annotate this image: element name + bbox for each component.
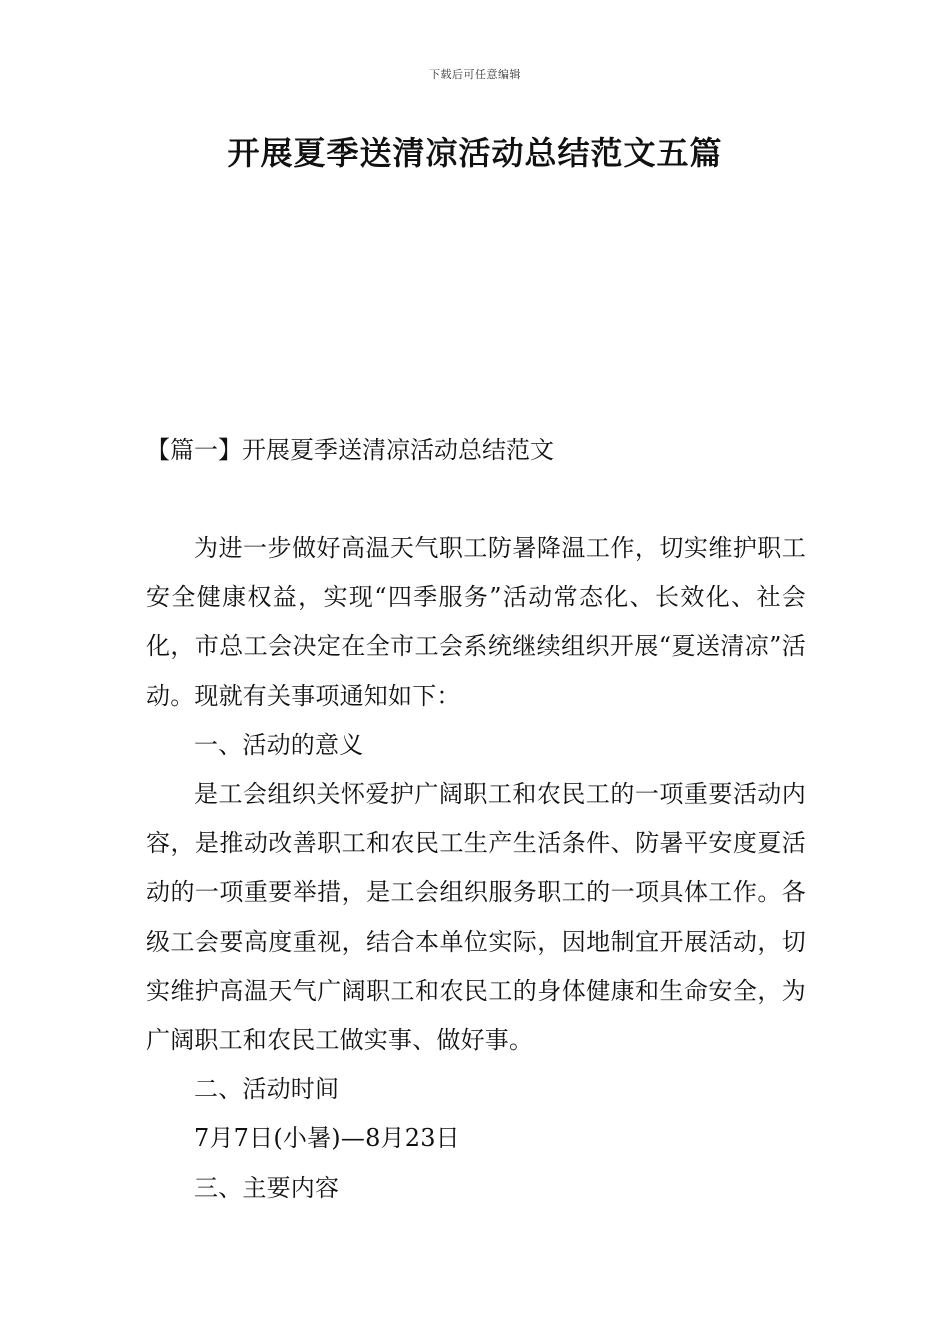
header-note: 下载后可任意编辑: [429, 68, 521, 81]
paragraph-time: 7月7日(小暑)—8月23日: [194, 1124, 460, 1153]
paragraph-intro: 为进一步做好高温天气职工防暑降温工作，切实维护职工安全健康权益，实现“四季服务”活动常态化、长效化、社会化，市总工会决定在全市工会系统继续组织开展“夏送清凉”活动。现就有关事项通知如下：: [146, 534, 806, 710]
section-heading: 【篇一】开展夏季送清凉活动总结范文: [146, 436, 554, 464]
paragraph-meaning: 是工会组织关怀爱护广阔职工和农民工的一项重要活动内容，是推动改善职工和农民工生产生活条件、防暑平安度夏活动的一项重要举措，是工会组织服务职工的一项具体工作。各级工会要高度重视，结合本单位实际，因地制宜开展活动，切实维护高温天气广阔职工和农民工的身体健康和生命安全，为广阔职工和农民工做实事、做好事。: [146, 780, 806, 1055]
heading-activity-meaning: 一、活动的意义: [194, 730, 364, 759]
document-title: 开展夏季送清凉活动总结范文五篇: [227, 134, 723, 172]
heading-main-content: 三、主要内容: [194, 1173, 340, 1202]
heading-activity-time: 二、活动时间: [194, 1075, 340, 1104]
document-body: [146, 524, 806, 1213]
